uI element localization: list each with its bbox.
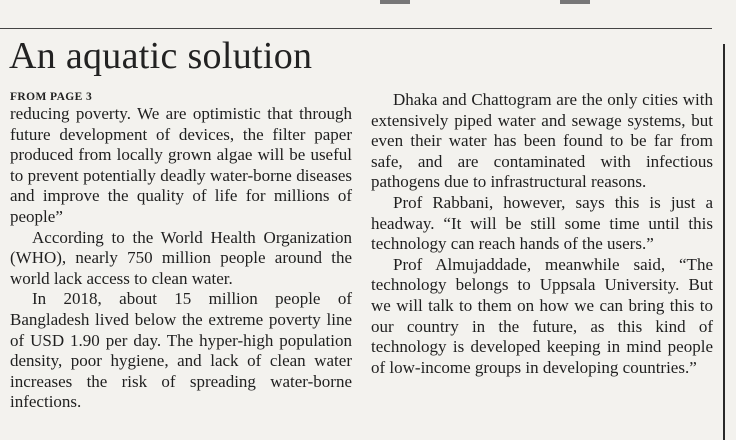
- continuation-kicker: FROM PAGE 3: [10, 91, 93, 103]
- page-fragment: [560, 0, 590, 4]
- column-rule: [723, 44, 725, 440]
- paragraph: According to the World Health Organization (WHO), nearly 750 million people around the world lack access to clean water.: [10, 227, 352, 288]
- headline: An aquatic solution: [9, 35, 313, 77]
- text-column-1: [10, 104, 352, 413]
- text-column-2: [371, 90, 713, 378]
- paragraph: Prof Almujaddade, meanwhile said, “The technology belongs to Uppsala University. But we will talk to them on how we can bring this to our country in the future, as this kind of technology is developed keeping in mind people of low-income groups in developing countries.”: [371, 254, 713, 377]
- paragraph: Dhaka and Chattogram are the only cities with extensively piped water and sewage systems, but even their water has been found to be far from safe, and are contaminated with infectious pathogens due to infrastructural reasons.: [371, 90, 713, 192]
- page-fragment: [380, 0, 410, 4]
- top-rule: [0, 28, 712, 29]
- paragraph: In 2018, about 15 million people of Bangladesh lived below the extreme poverty line of USD 1.90 per day. The hyper-high population density, poor hygiene, and lack of clean water increases the risk of spreading water-borne infections.: [10, 289, 352, 412]
- paragraph: reducing poverty. We are optimistic that through future development of devices, the filter paper produced from locally grown algae will be useful to prevent potentially deadly water-borne diseases and improve the quality of life for millions of people”: [10, 104, 352, 226]
- paragraph: Prof Rabbani, however, says this is just a headway. “It will be still some time until this technology can reach hands of the users.”: [371, 192, 713, 254]
